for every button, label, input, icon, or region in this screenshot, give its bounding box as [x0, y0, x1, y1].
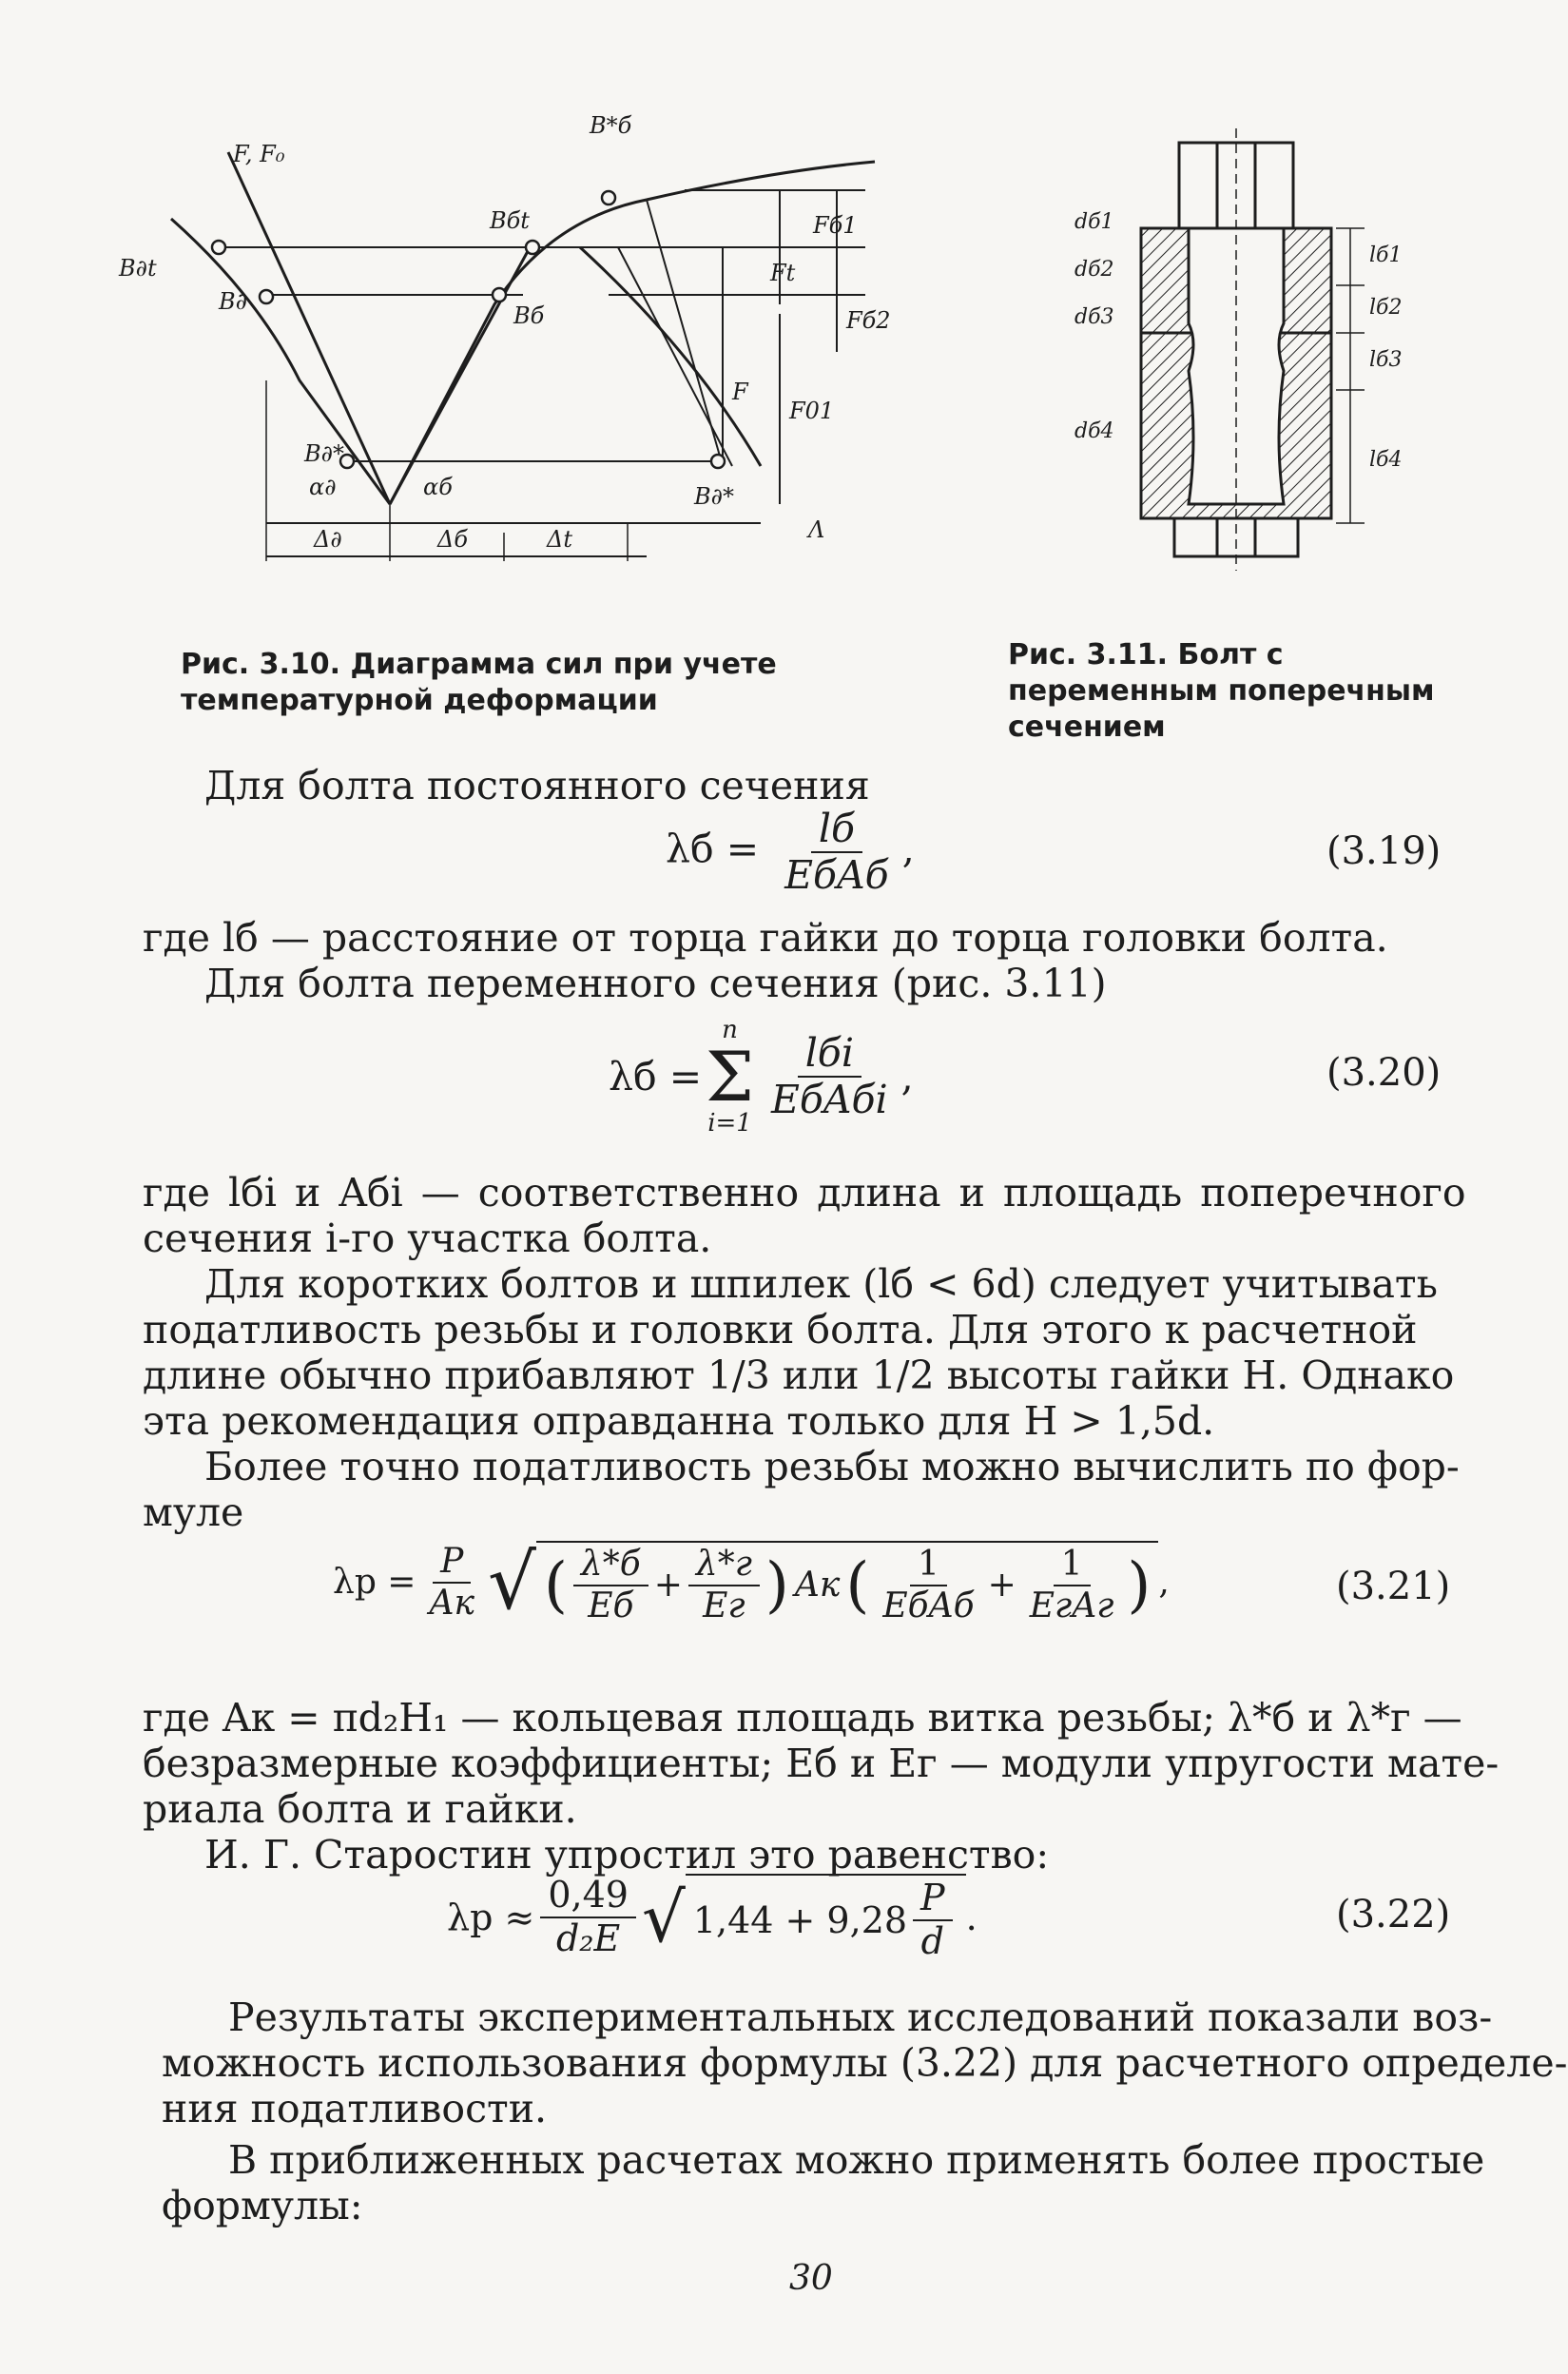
equation-3-19-number: (3.19): [1326, 829, 1442, 873]
label-f-f0: F, F₀: [233, 141, 285, 167]
paragraph-ak-definition-1: где Aк = πd₂H₁ — кольцевая площадь витка резьбы; λ*б и λ*г —: [143, 1695, 1462, 1741]
paragraph-constant-section: Для болта постоянного сечения: [204, 763, 870, 808]
figure-3-10-diagram: [114, 114, 894, 590]
equation-3-21: λр = $\frac{P}{Aк}$ √ ( $\frac{\lambda*б}{Eб}$ + $\frac{\lambda*г}{Eг}$ ) Aк ( $\frac{1}{\text{EбAб}}$ + $\frac{1}{\text{EгAг}}$ ) ,: [333, 1537, 1170, 1626]
paragraph-precise-1: Более точно податливость резьбы можно вычислить по фор-: [204, 1444, 1460, 1489]
label-d-b2: dб2: [1074, 258, 1114, 282]
paragraph-short-bolts-1: Для коротких болтов и шпилек (lб < 6d) следует учитывать: [204, 1261, 1438, 1307]
label-d-b1: dб1: [1074, 210, 1114, 234]
paragraph-l-b-definition: где lб — расстояние от торца гайки до торца головки болта.: [143, 915, 1388, 961]
figure-3-11-bolt: [1065, 124, 1407, 599]
paragraph-l-bi-a-bi-cont: сечения i-го участка болта.: [143, 1216, 712, 1261]
paragraph-starostin: И. Г. Старостин упростил это равенство:: [204, 1832, 1050, 1878]
label-l-b1: lб1: [1369, 243, 1403, 267]
label-b-bt: Bбt: [490, 207, 530, 234]
label-l-b4: lб4: [1369, 448, 1403, 472]
label-b-d: B∂: [219, 288, 248, 315]
paragraph-short-bolts-4: эта рекомендация оправданна только для H > 1,5d.: [143, 1398, 1215, 1444]
page-number: 30: [789, 2259, 833, 2298]
label-b-d-star-right: B∂*: [694, 483, 735, 510]
label-l-b3: lб3: [1369, 348, 1403, 372]
label-f: F: [732, 379, 748, 405]
paragraph-results-1: Результаты экспериментальных исследований показали воз-: [228, 1995, 1493, 2040]
label-f-01: F01: [789, 398, 835, 424]
paragraph-results-2: можность использования формулы (3.22) для расчетного определе-: [162, 2040, 1568, 2086]
label-alpha-b: αб: [423, 474, 453, 500]
equation-3-21-number: (3.21): [1336, 1565, 1451, 1608]
right-rising-curve: [390, 162, 875, 504]
label-delta-t: Δt: [547, 526, 572, 553]
equation-3-20-number: (3.20): [1326, 1051, 1442, 1095]
label-f-b1: Fб1: [813, 212, 858, 239]
figure-3-10-caption: Рис. 3.10. Диаграмма сил при учете температурной деформации: [181, 648, 777, 717]
label-f-b2: Fб2: [846, 307, 891, 334]
paragraph-ak-definition-2: безразмерные коэффициенты; Eб и Eг — модули упругости мате-: [143, 1741, 1500, 1786]
label-alpha-d: α∂: [309, 474, 337, 500]
label-b-dt-left: B∂t: [119, 255, 157, 282]
paragraph-results-3: ния податливости.: [162, 2086, 548, 2131]
label-f-t: Ft: [770, 260, 796, 286]
label-delta-d: Δ∂: [314, 526, 342, 553]
label-b-d-star: B∂*: [304, 440, 345, 467]
label-d-b4: dб4: [1074, 419, 1114, 443]
equation-3-22-number: (3.22): [1336, 1893, 1451, 1936]
paragraph-approx-2: формулы:: [162, 2183, 363, 2228]
label-delta-b: Δб: [437, 526, 468, 553]
paragraph-variable-section: Для болта переменного сечения (рис. 3.11): [204, 961, 1107, 1006]
paragraph-precise-2: муле: [143, 1489, 244, 1535]
paragraph-l-bi-a-bi: где lбi и Aбi — соответственно длина и площадь поперечного: [143, 1170, 1466, 1216]
figure-3-11-caption: Рис. 3.11. Болт с переменным поперечным сечением: [1008, 638, 1435, 744]
label-b-b-star: B*б: [590, 114, 632, 139]
label-b-b: Bб: [513, 302, 545, 329]
paragraph-short-bolts-2: податливость резьбы и головки болта. Для этого к расчетной: [143, 1307, 1418, 1352]
paragraph-approx-1: В приближенных расчетах можно применять более простые: [228, 2137, 1485, 2183]
label-d-b3: dб3: [1074, 305, 1114, 329]
label-l-b2: lб2: [1369, 296, 1403, 320]
equation-3-19: λб = $\frac{lб}{\text{EбAб}}$ ,: [666, 806, 915, 899]
paragraph-short-bolts-3: длине обычно прибавляют 1/3 или 1/2 высоты гайки H. Однако: [143, 1352, 1455, 1398]
equation-3-20: λб = n Σ i=1 $\frac{\text{lбi}}{\text{EбAбi}}$ ,: [609, 1016, 914, 1138]
label-lambda: Λ: [808, 516, 825, 543]
equation-3-22: λр ≈ $\frac{0,49}{\text{d₂E}}$ √ 1,44 + 9,28 $\frac{P}{d}$ .: [447, 1874, 978, 1962]
paragraph-ak-definition-3: риала болта и гайки.: [143, 1786, 577, 1832]
